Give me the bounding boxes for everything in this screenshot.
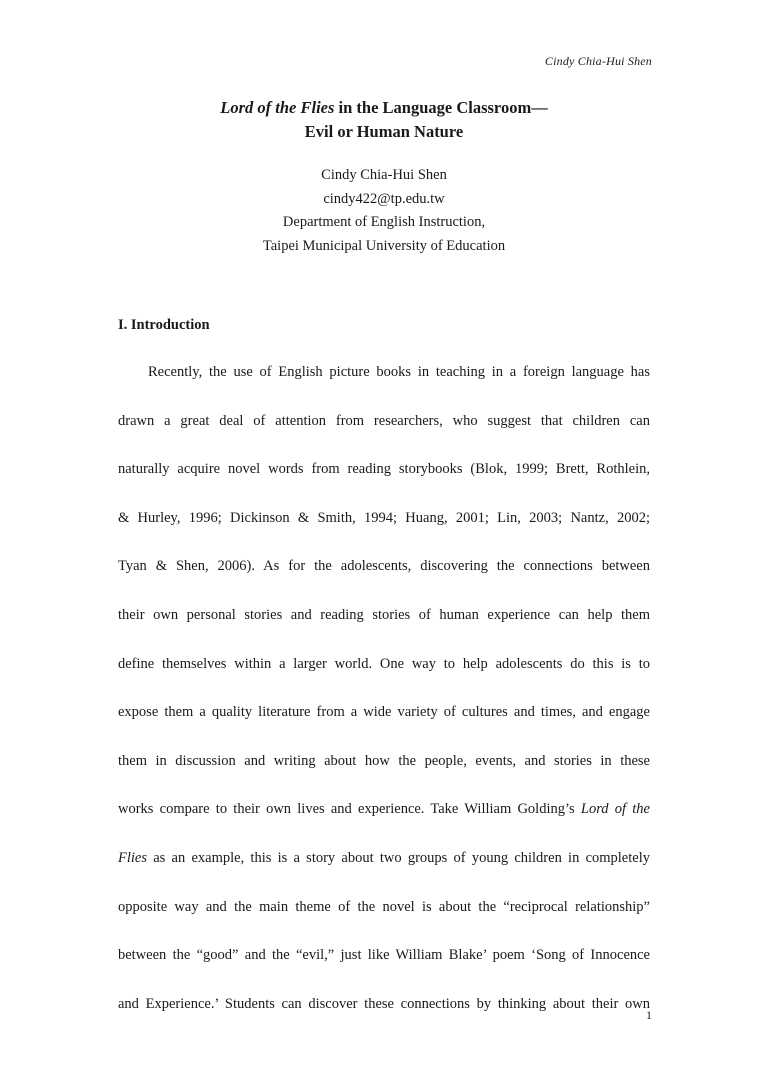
body-line: Recently, the use of English picture books in teaching in a foreign language has [148, 364, 650, 380]
author-block [0, 164, 768, 258]
author-name: Cindy Chia-Hui Shen [321, 167, 447, 183]
author-email: cindy422@tp.edu.tw [323, 190, 445, 207]
title-line-1 [0, 96, 768, 120]
section-heading: I. Introduction [118, 317, 210, 333]
body-line: between the “good” and the “evil,” just like William Blake’ poem ‘Song of Innocence [118, 947, 650, 964]
body-line [118, 797, 650, 846]
title-line-2: Evil or Human Nature [304, 122, 464, 141]
body-text [118, 360, 650, 1040]
book-title-italic: Lord of the [580, 801, 650, 818]
paper-title [0, 96, 768, 144]
body-line: drawn a great deal of attention from researchers, who suggest that children can [118, 412, 650, 429]
body-line: Tyan & Shen, 2006). As for the adolescents, discovering the connections between [118, 558, 650, 575]
title-line-1-rest: in the Language Classroom— [334, 98, 548, 117]
running-head: Cindy Chia-Hui Shen [544, 54, 652, 68]
author-department: Department of English Instruction, [282, 214, 486, 230]
body-line: opposite way and the main theme of the novel is about the “reciprocal relationship” [118, 898, 650, 915]
body-line: & Hurley, 1996; Dickinson & Smith, 1994; Huang, 2001; Lin, 2003; Nantz, 2002; [118, 509, 650, 526]
body-line: their own personal stories and reading stories of human experience can help them [118, 606, 650, 623]
book-title-italic: Flies [118, 849, 147, 866]
body-line: define themselves within a larger world. One way to help adolescents do this is to [118, 655, 650, 672]
author-institution: Taipei Municipal University of Education [262, 237, 506, 254]
page-number: 1 [646, 1008, 652, 1022]
body-line: naturally acquire novel words from reading storybooks (Blok, 1999; Brett, Rothlein, [118, 461, 650, 478]
body-line-text: works compare to their own lives and experience. Take William Golding’s [118, 801, 581, 818]
body-line: them in discussion and writing about how the people, events, and stories in these [118, 752, 650, 769]
body-line: expose them a quality literature from a wide variety of cultures and times, and engage [118, 704, 650, 721]
body-line-text: as an example, this is a story about two groups of young children in completely [147, 849, 650, 866]
body-line: and Experience.’ Students can discover these connections by thinking about their own [118, 995, 650, 1012]
body-line [118, 846, 650, 895]
title-book-name: Lord of the Flies [220, 98, 335, 117]
